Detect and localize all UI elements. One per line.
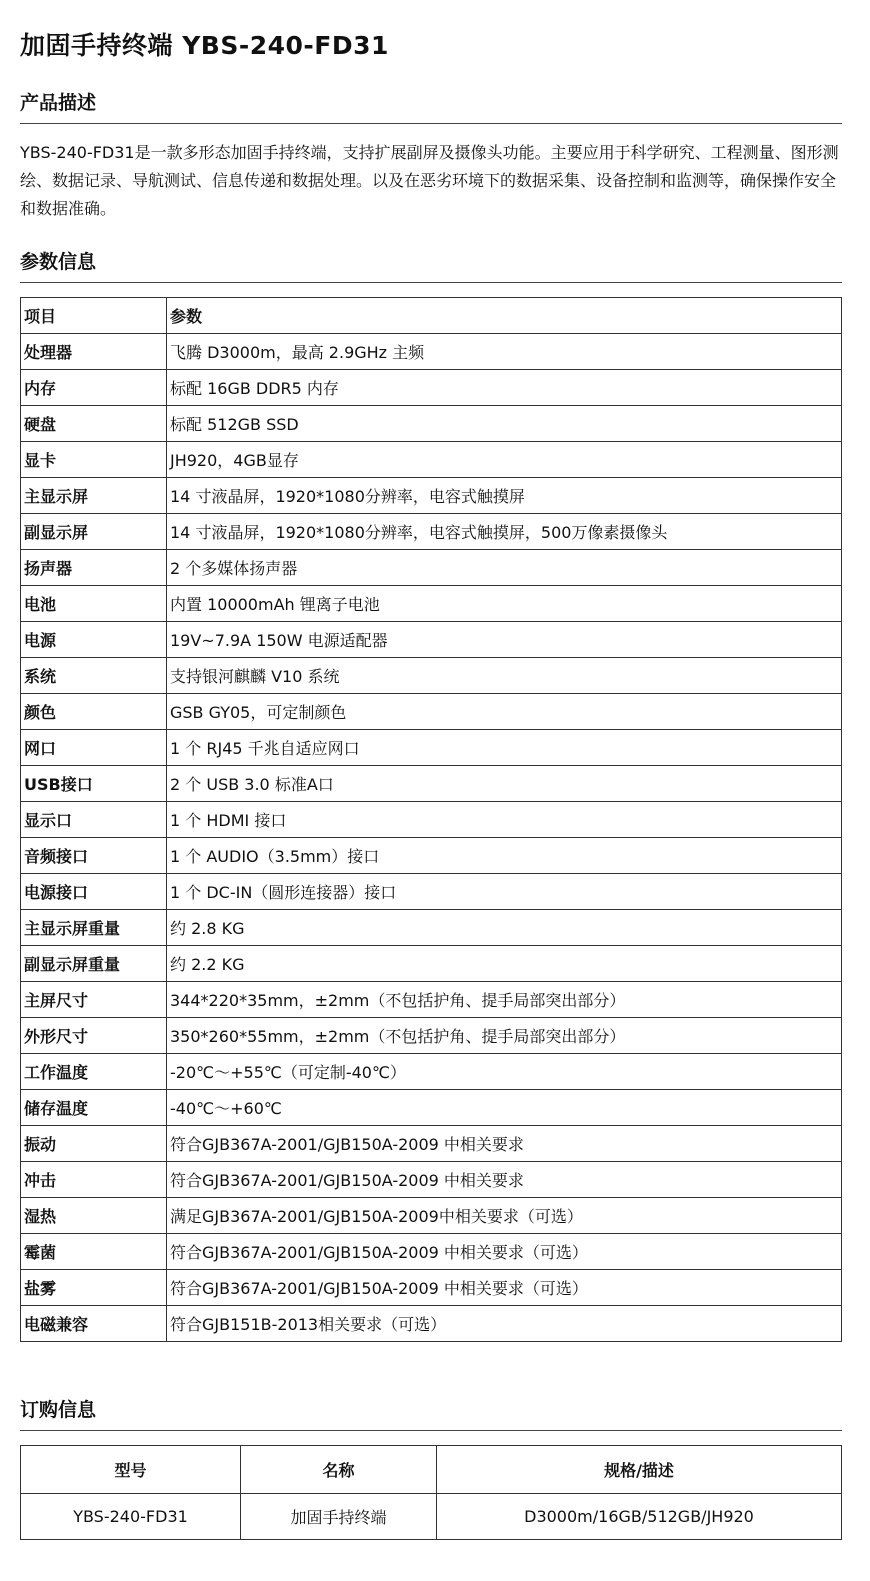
params-header-row: [21, 298, 842, 334]
param-value: 1 个 HDMI 接口: [167, 802, 842, 838]
param-value: 符合GJB367A-2001/GJB150A-2009 中相关要求: [167, 1162, 842, 1198]
param-value: 约 2.8 KG: [167, 910, 842, 946]
param-name: 扬声器: [21, 550, 167, 586]
table-row: [21, 802, 842, 838]
table-row: [21, 622, 842, 658]
param-name: 处理器: [21, 334, 167, 370]
param-name: 主屏尺寸: [21, 982, 167, 1018]
param-name: 主显示屏: [21, 478, 167, 514]
table-row: [21, 478, 842, 514]
order-model: YBS-240-FD31: [21, 1494, 241, 1540]
param-name: 网口: [21, 730, 167, 766]
table-row: [21, 1270, 842, 1306]
param-value: 19V~7.9A 150W 电源适配器: [167, 622, 842, 658]
table-row: [21, 1198, 842, 1234]
param-value: -20℃～+55℃（可定制-40℃）: [167, 1054, 842, 1090]
table-row: [21, 874, 842, 910]
param-name: 音频接口: [21, 838, 167, 874]
param-name: 湿热: [21, 1198, 167, 1234]
table-row: [21, 1018, 842, 1054]
table-row: [21, 442, 842, 478]
table-row: [21, 694, 842, 730]
param-value: 飞腾 D3000m，最高 2.9GHz 主频: [167, 334, 842, 370]
table-row: [21, 766, 842, 802]
table-row: [21, 1054, 842, 1090]
param-value: 标配 512GB SSD: [167, 406, 842, 442]
param-value: 符合GJB367A-2001/GJB150A-2009 中相关要求: [167, 1126, 842, 1162]
param-name: 电源接口: [21, 874, 167, 910]
param-name: 副显示屏重量: [21, 946, 167, 982]
table-row: [21, 946, 842, 982]
table-row: [21, 1494, 842, 1540]
params-header-value: 参数: [167, 298, 842, 334]
param-value: 支持银河麒麟 V10 系统: [167, 658, 842, 694]
param-value: 标配 16GB DDR5 内存: [167, 370, 842, 406]
description-text: YBS-240-FD31是一款多形态加固手持终端，支持扩展副屏及摄像头功能。主要应用于科学研究、工程测量、图形测绘、数据记录、导航测试、信息传递和数据处理。以及在恶劣环境下的数据采集、设备控制和监测等，确保操作安全和数据准确。: [20, 143, 839, 218]
table-row: [21, 1090, 842, 1126]
param-value: 约 2.2 KG: [167, 946, 842, 982]
param-name: 电池: [21, 586, 167, 622]
table-row: [21, 1126, 842, 1162]
params-table: [20, 297, 842, 1342]
param-name: 盐雾: [21, 1270, 167, 1306]
order-table: [20, 1445, 842, 1540]
param-name: 硬盘: [21, 406, 167, 442]
table-row: [21, 730, 842, 766]
description-heading: 产品描述: [20, 90, 842, 124]
order-spec: D3000m/16GB/512GB/JH920: [437, 1494, 842, 1540]
param-value: 符合GJB367A-2001/GJB150A-2009 中相关要求（可选）: [167, 1234, 842, 1270]
param-name: 颜色: [21, 694, 167, 730]
param-name: 显卡: [21, 442, 167, 478]
param-value: -40℃～+60℃: [167, 1090, 842, 1126]
param-name: 副显示屏: [21, 514, 167, 550]
table-row: [21, 658, 842, 694]
param-value: GSB GY05，可定制颜色: [167, 694, 842, 730]
table-row: [21, 370, 842, 406]
param-value: 14 寸液晶屏，1920*1080分辨率，电容式触摸屏: [167, 478, 842, 514]
param-name: 内存: [21, 370, 167, 406]
order-name: 加固手持终端: [241, 1494, 437, 1540]
table-row: [21, 838, 842, 874]
table-row: [21, 586, 842, 622]
param-name: 电磁兼容: [21, 1306, 167, 1342]
param-value: 内置 10000mAh 锂离子电池: [167, 586, 842, 622]
param-value: 1 个 RJ45 千兆自适应网口: [167, 730, 842, 766]
order-header-model: 型号: [21, 1446, 241, 1494]
param-name: 主显示屏重量: [21, 910, 167, 946]
param-name: 振动: [21, 1126, 167, 1162]
table-row: [21, 1234, 842, 1270]
param-name: 电源: [21, 622, 167, 658]
param-value: 满足GJB367A-2001/GJB150A-2009中相关要求（可选）: [167, 1198, 842, 1234]
param-name: 霉菌: [21, 1234, 167, 1270]
params-header-item: 项目: [21, 298, 167, 334]
order-header-name: 名称: [241, 1446, 437, 1494]
param-value: 符合GJB367A-2001/GJB150A-2009 中相关要求（可选）: [167, 1270, 842, 1306]
param-value: 2 个多媒体扬声器: [167, 550, 842, 586]
param-name: 系统: [21, 658, 167, 694]
params-heading: 参数信息: [20, 249, 842, 283]
param-name: USB接口: [21, 766, 167, 802]
table-row: [21, 1306, 842, 1342]
page-title: 加固手持终端 YBS-240-FD31: [20, 31, 389, 60]
table-row: [21, 550, 842, 586]
param-name: 储存温度: [21, 1090, 167, 1126]
table-row: [21, 982, 842, 1018]
order-heading: 订购信息: [20, 1397, 842, 1431]
table-row: [21, 514, 842, 550]
param-value: 350*260*55mm，±2mm（不包括护角、提手局部突出部分）: [167, 1018, 842, 1054]
table-row: [21, 334, 842, 370]
param-value: 14 寸液晶屏，1920*1080分辨率，电容式触摸屏，500万像素摄像头: [167, 514, 842, 550]
table-row: [21, 1162, 842, 1198]
param-value: 1 个 AUDIO（3.5mm）接口: [167, 838, 842, 874]
param-name: 显示口: [21, 802, 167, 838]
param-value: 符合GJB151B-2013相关要求（可选）: [167, 1306, 842, 1342]
param-value: 1 个 DC-IN（圆形连接器）接口: [167, 874, 842, 910]
table-row: [21, 406, 842, 442]
param-value: JH920，4GB显存: [167, 442, 842, 478]
param-name: 工作温度: [21, 1054, 167, 1090]
param-value: 344*220*35mm，±2mm（不包括护角、提手局部突出部分）: [167, 982, 842, 1018]
params-table-body: [21, 298, 842, 1342]
order-header-row: [21, 1446, 842, 1494]
param-name: 冲击: [21, 1162, 167, 1198]
order-table-body: [21, 1494, 842, 1540]
param-name: 外形尺寸: [21, 1018, 167, 1054]
order-header-spec: 规格/描述: [437, 1446, 842, 1494]
param-value: 2 个 USB 3.0 标准A口: [167, 766, 842, 802]
table-row: [21, 910, 842, 946]
